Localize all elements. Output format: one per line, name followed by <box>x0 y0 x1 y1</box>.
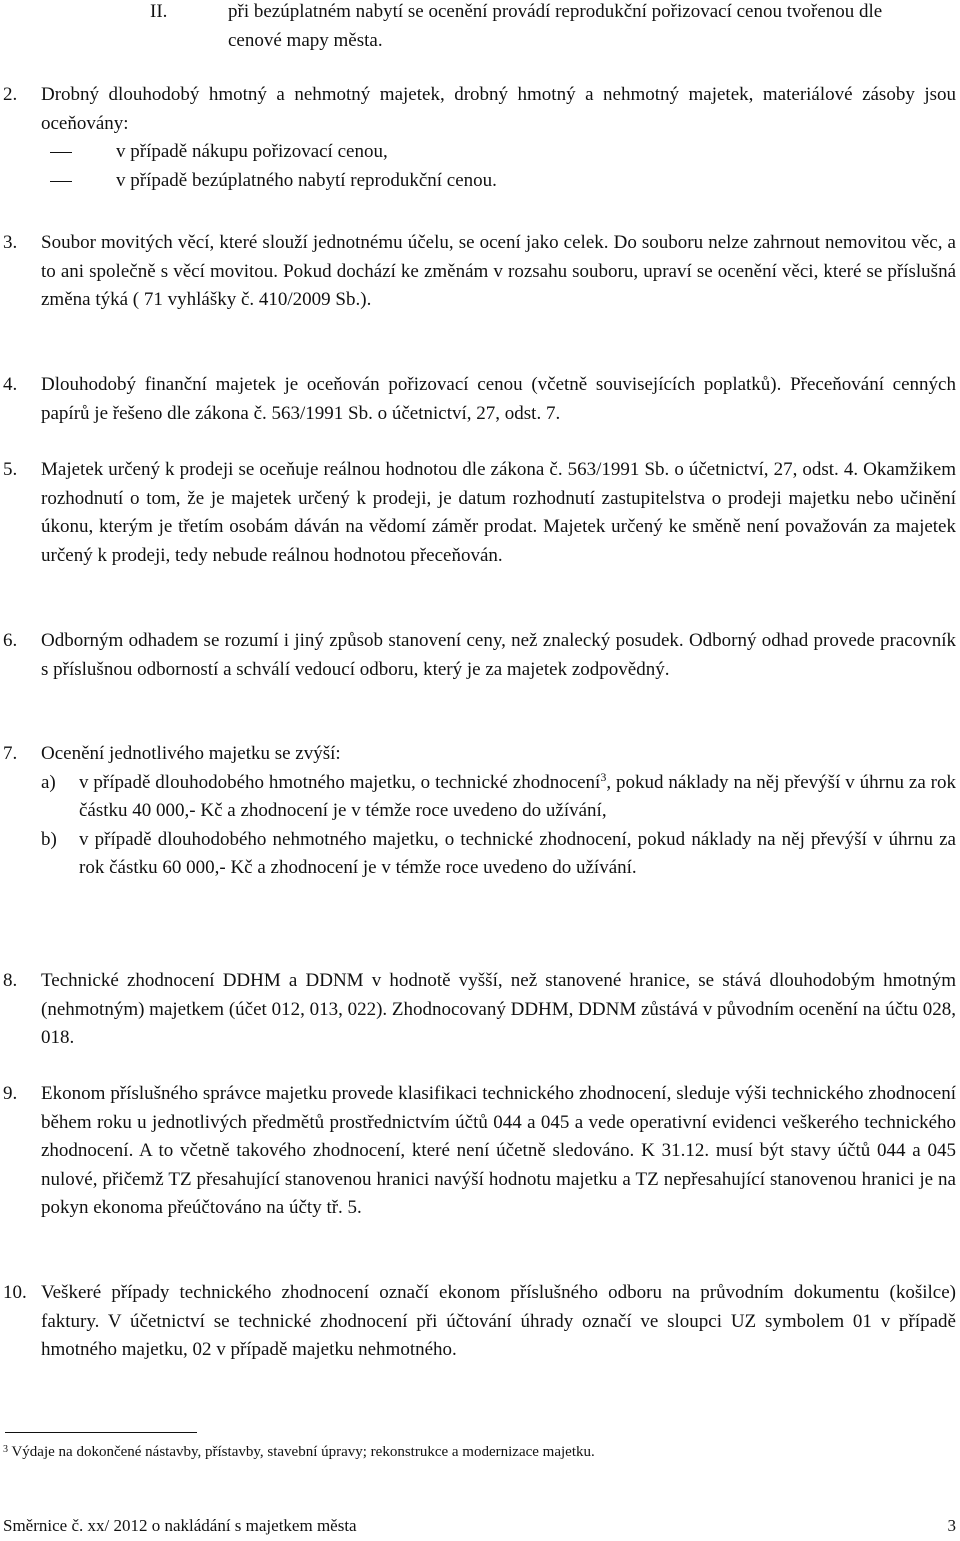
roman-item-number: II. <box>150 1 168 22</box>
list-item: v případě bezúplatného nabytí reprodukční cenou. <box>41 167 956 196</box>
section-text: Technické zhodnocení DDHM a DDNM v hodnotě vyšší, než stanovené hranice, se stává dlouhodobým hmotným (nehmotným) majetkem (účet 012, 013, 022). Zhodnocovaný DDHM, DDNM zůstává v původním ocenění na účtu 028, 018. <box>41 970 956 1048</box>
footer-title: Směrnice č. xx/ 2012 o nakládání s majetkem města <box>3 1516 357 1535</box>
section-number: 5. <box>3 459 18 480</box>
footnote-reference[interactable]: 3 <box>600 769 607 784</box>
section-number: 8. <box>3 970 18 991</box>
section-number: 6. <box>3 630 18 651</box>
page-number: 3 <box>947 1516 956 1535</box>
section-text: Odborným odhadem se rozumí i jiný způsob stanovení ceny, než znalecký posudek. Odborný odhad provede pracovník s příslušnou odborností a schválí vedoucí odboru, který je za majetek zodpovědný. <box>41 630 956 680</box>
section-text: Majetek určený k prodeji se oceňuje reálnou hodnotou dle zákona č. 563/1991 Sb. o účetnictví, 27, odst. 4. Okamžikem rozhodnutí o tom, že je majetek určený k prodeji, je datum rozhodnutí zastupitelstva o prodeji majetku nebo učinění úkonu, kterým je třetím osobám dáván na vědomí záměr prodat. Majetek určený ke směně není považován za majetek určený k prodeji, tedy nebude reálnou hodnotou přeceňován. <box>41 459 956 566</box>
section-text: Soubor movitých věcí, které slouží jednotnému účelu, se ocení jako celek. Do souboru nelze zahrnout nemovitou věc, a to ani společně s věcí movitou. Pokud dochází ke změnám v rozsahu souboru, upraví se ocenění věci, které se příslušná změna týká ( 71 vyhlášky č. 410/2009 Sb.). <box>41 232 956 310</box>
footnote <box>3 1442 903 1462</box>
section-text: Dlouhodobý finanční majetek je oceňován pořizovací cenou (včetně souvisejících poplatků). Přeceňování cenných papírů je řešeno dle zákona č. 563/1991 Sb. o účetnictví, 27, odst. 7. <box>41 374 956 424</box>
section-text: Ekonom příslušného správce majetku provede klasifikaci technického zhodnocení, sleduje výši technického zhodnocení během roku u jednotlivých předmětů prostřednictvím účtů 044 a 045 a vede operativní evidenci veškerého technického zhodnocení. A to včetně takového zhodnocení, které není účetně sledováno. K 31.12. musí být stavy účtů 044 a 045 nulové, přičemž TZ přesahující stanovenou hranici navýší hodnotu majetku a TZ nepřesahující stanovenou hranici je na pokyn ekonoma přeúčtováno na účty tř. 5. <box>41 1083 956 1218</box>
subitem-b: b) v případě dlouhodobého nehmotného majetku, o technické zhodnocení, pokud náklady na něj převýší v úhrnu za rok částku 60 000,- Kč a zhodnocení je v témže roce uvedeno do užívání. <box>41 826 956 883</box>
section-text: Veškeré případy technického zhodnocení označí ekonom příslušného odboru na průvodním dokumentu (košilce) faktury. V účetnictví se technické zhodnocení při účtování úhrady označí ve sloupci UZ symbolem 01 v případě hmotného majetku, 02 v případě majetku nehmotného. <box>41 1282 956 1360</box>
subitem-a: a) v případě dlouhodobého hmotného majetku, o technické zhodnocení$^3$, pokud náklady na něj převýší v úhrnu za rok částku 40 000,- Kč a zhodnocení je v témže roce uvedeno do užívání, <box>41 769 956 821</box>
section-text <box>41 81 956 195</box>
section-number: 9. <box>3 1083 18 1104</box>
dash-icon <box>50 181 72 182</box>
dash-list <box>41 138 956 195</box>
footnote-divider <box>5 1432 197 1433</box>
section-number: 3. <box>3 232 18 253</box>
dash-icon <box>50 152 72 153</box>
section-text <box>41 740 956 883</box>
roman-item-text: při bezúplatném nabytí se ocenění provádí reprodukční pořizovací cenou tvořenou dle cenové mapy města. <box>228 1 883 51</box>
page-footer <box>3 1515 956 1537</box>
list-item: v případě nákupu pořizovací cenou, <box>41 138 956 167</box>
footnote-text: Výdaje na dokončené nástavby, přístavby, stavební úpravy; rekonstrukce a modernizace majetku. <box>8 1444 595 1460</box>
section-2-intro: Drobný dlouhodobý hmotný a nehmotný majetek, drobný hmotný a nehmotný majetek, materiálové zásoby jsou oceňovány: <box>41 84 956 134</box>
section-number: 10. <box>3 1282 27 1303</box>
section-number: 7. <box>3 743 18 764</box>
subitem-label: a) <box>41 771 56 793</box>
section-number: 2. <box>3 84 18 105</box>
section-7-intro: Ocenění jednotlivého majetku se zvýší: <box>41 743 341 764</box>
footnote-mark: 3 <box>3 1444 8 1455</box>
subitem-label: b) <box>41 828 57 850</box>
section-number: 4. <box>3 374 18 395</box>
